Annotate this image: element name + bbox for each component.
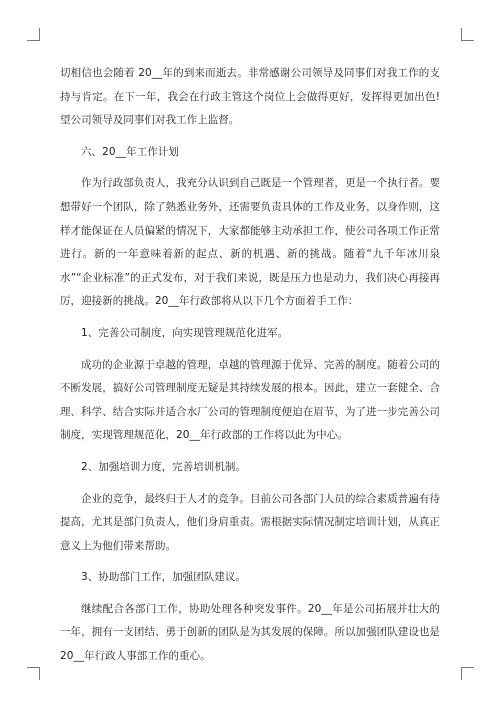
subheading-training: 2、加强培训力度，完善培训机制。 (81, 460, 246, 473)
paragraph-continuation: 切相信也会随着 20__年的到来而逝去。非常感谢公司领导及同事们对我工作的支持与肯定。在下一年，我会在行政主管这个岗位上会做得更好，发挥得更加出色!望公司领导及同事们对我工作上监督。 (60, 67, 440, 127)
paragraph-intro: 作为行政部负责人，我充分认识到自己既是一个管理者，更是一个执行者。要想带好一个团队，除了熟悉业务外，还需要负责具体的工作及业务，以身作则，这样才能保证在人员偏紧的情况下，大家都能够主动承担工作，使公司各项工作正常进行。新的一年意味着新的起点、新的机遇、新的挑战。随着“九千年冰川泉水”“企业标准”的正式发布，对于我们来说，既是压力也是动力，我们决心再接再厉，迎接新的挑战。20__年行政部将从以下几个方面着手工作： (60, 177, 440, 308)
subheading-teamwork: 3、协助部门工作，加强团队建议。 (81, 571, 246, 584)
crop-mark-bottom-right (461, 667, 474, 680)
subheading-improve-system: 1、完善公司制度，向实现管理规范化进军。 (81, 326, 289, 339)
crop-mark-top-left (27, 28, 40, 41)
crop-mark-bottom-left (27, 667, 40, 680)
crop-mark-top-right (461, 28, 474, 41)
paragraph-training: 企业的竞争，最终归于人才的竞争。目前公司各部门人员的综合素质普遍有待提高，尤其是部门负责人，他们身肩重责。需根据实际情况制定培训计划，从真正意义上为他们带来帮助。 (60, 492, 440, 552)
section-heading-work-plan: 六、20__年工作计划 (81, 145, 179, 158)
paragraph-system: 成功的企业源于卓越的管理，卓越的管理源于优异、完善的制度。随着公司的不断发展，搞好公司管理制度无疑是其持续发展的根本。因此，建立一套健全、合理、科学、结合实际并适合水厂公司的管理制度便迫在眉节，为了进一步完善公司制度，实现管理规范化，20__年行政部的工作将以此为中心。 (60, 358, 440, 442)
document-body (60, 62, 440, 669)
paragraph-teamwork: 继续配合各部门工作，协助处理各种突发事件。20__年是公司拓展并壮大的一年，拥有一支团结、勇于创新的团队是为其发展的保障。所以加强团队建设也是 20__年行政人事部工作的重心。 (60, 602, 440, 663)
